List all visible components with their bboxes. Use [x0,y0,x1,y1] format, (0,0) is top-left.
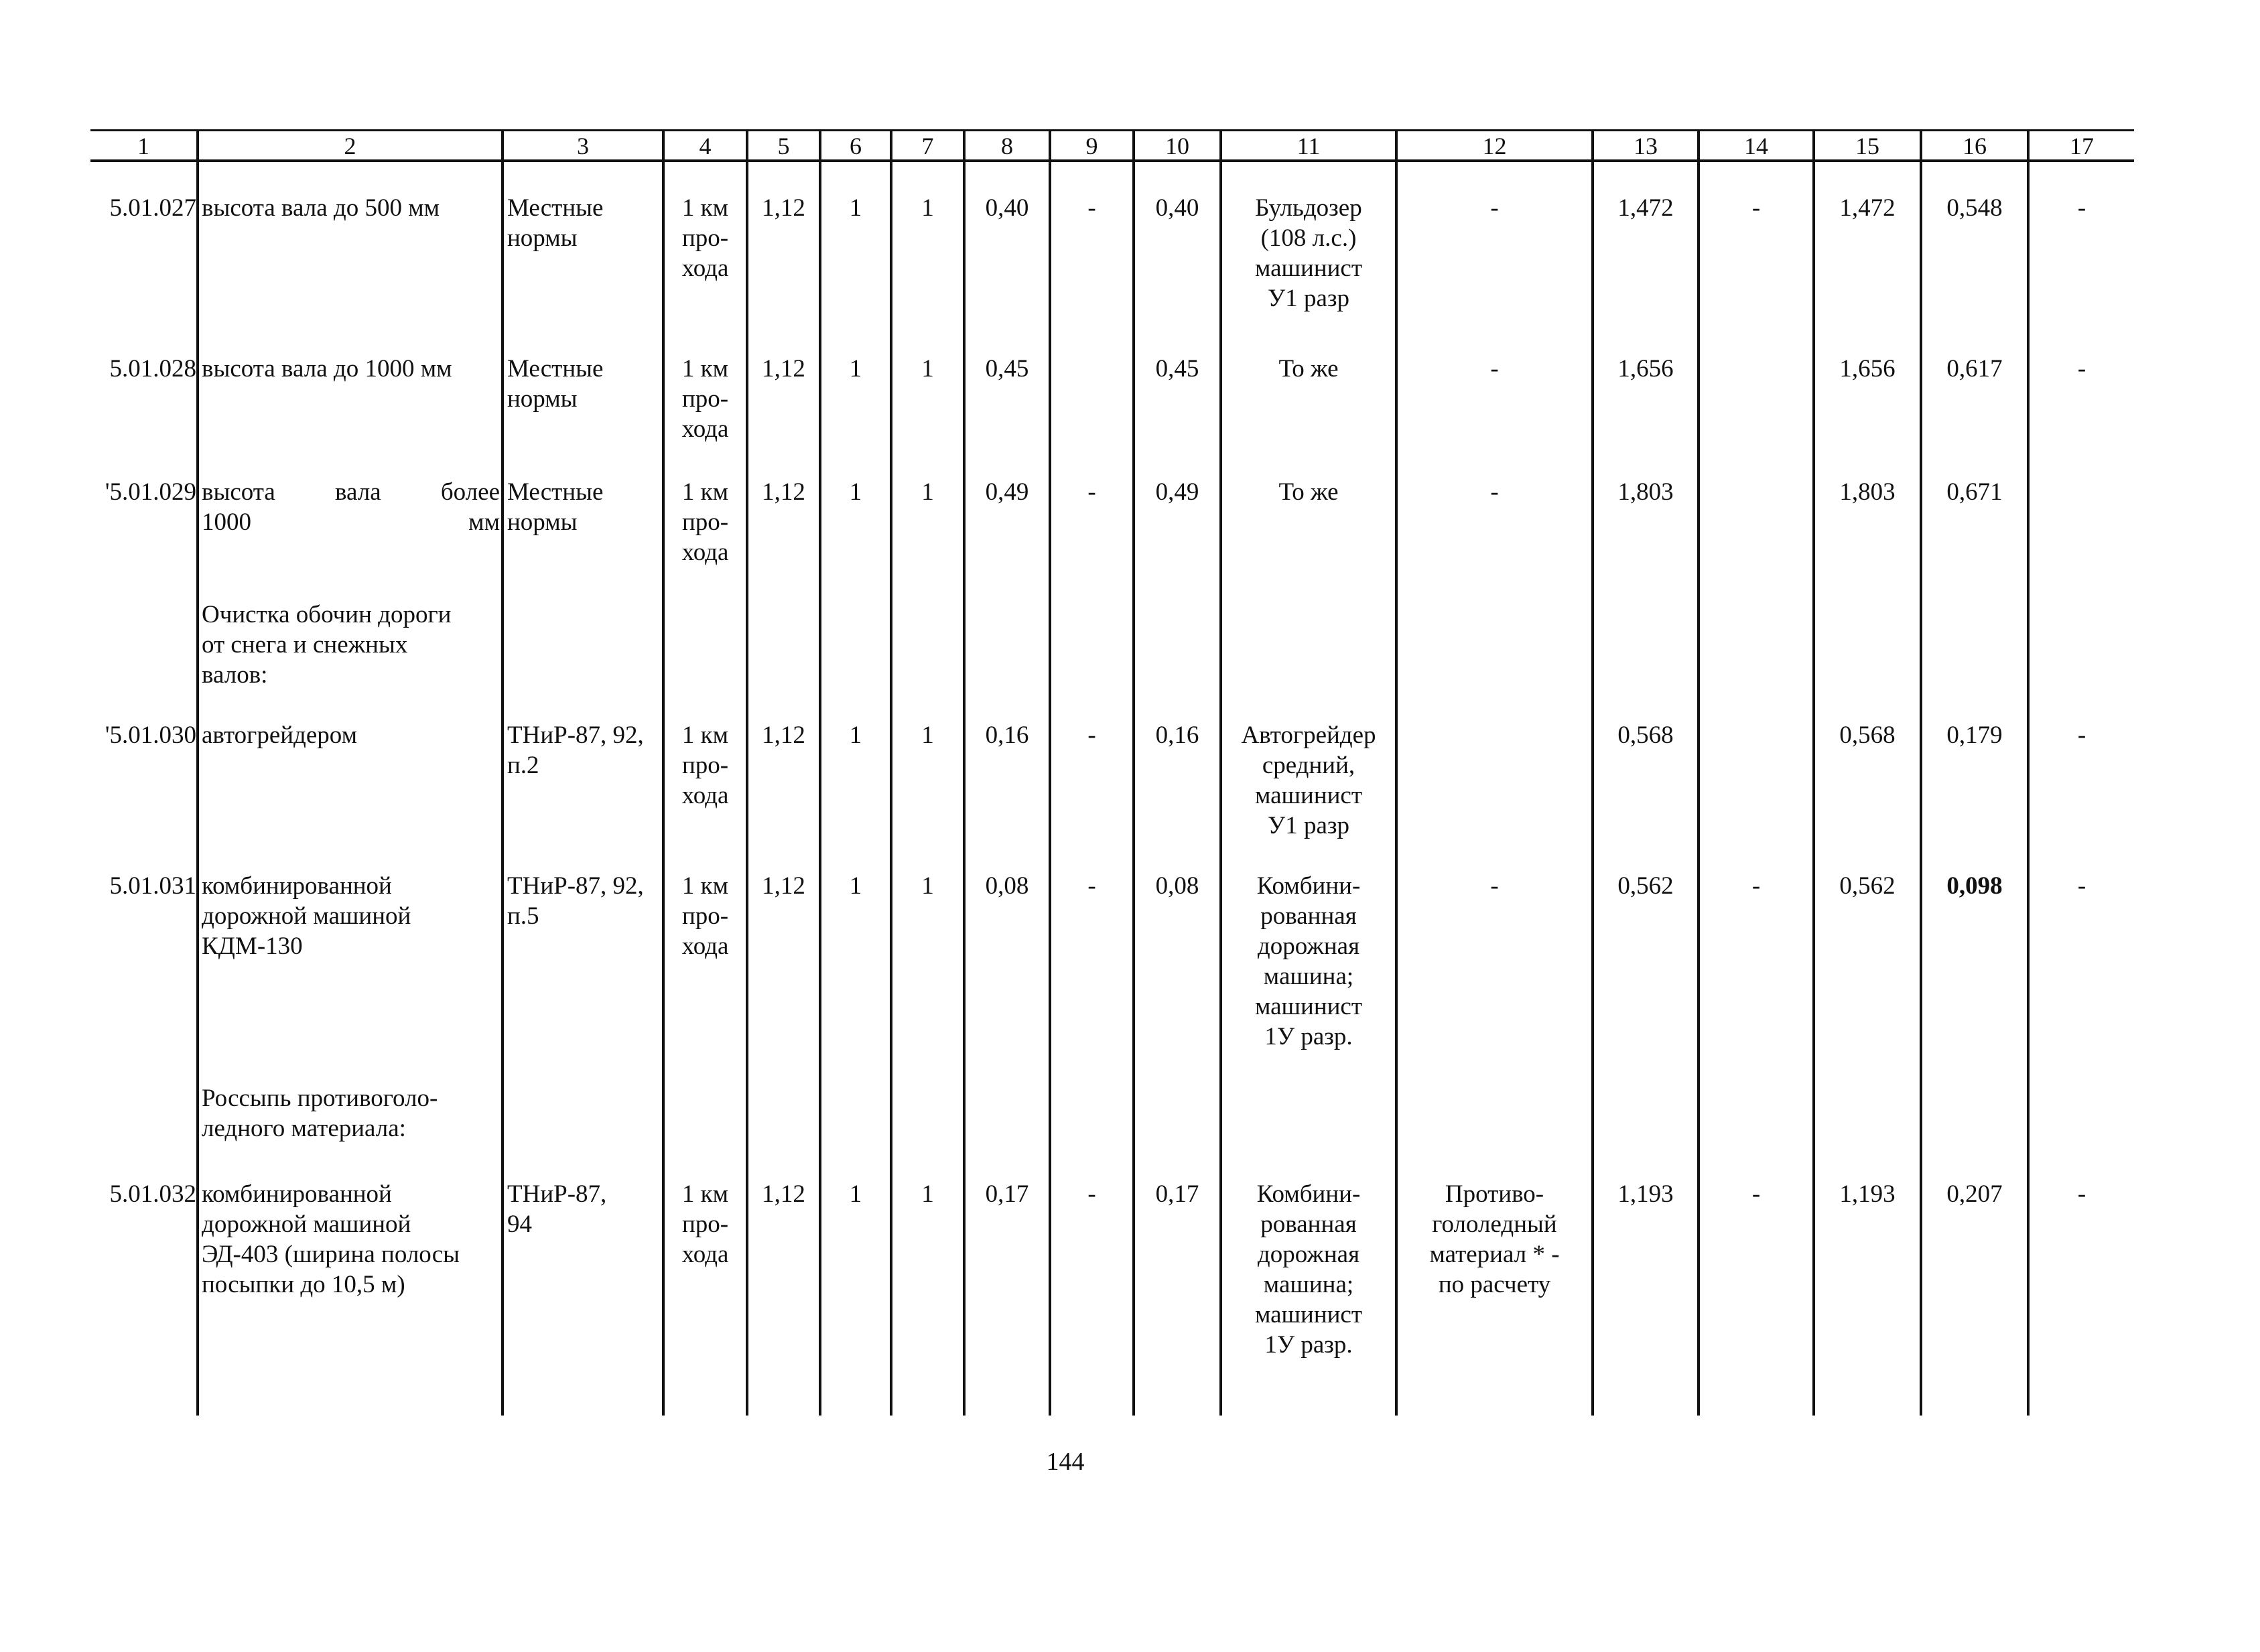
header-cell: 1 [137,133,149,159]
row-c12: Противо- гололедный материал * - по расчету [1429,1180,1560,1298]
row-c9: - [1087,478,1096,506]
row-code: 5.01.032 [109,1180,196,1208]
row-c15: 1,193 [1839,1180,1896,1208]
header-cell: 5 [777,133,790,159]
row-c7: 1 [921,1180,934,1208]
row-c10: 0,45 [1155,355,1199,383]
row-c8: 0,08 [985,872,1029,900]
col-sep [1132,129,1135,1416]
header-cell: 15 [1855,133,1879,159]
col-sep [1049,129,1051,1416]
header-cell: 4 [699,133,712,159]
col-sep [963,129,966,1416]
row-c5: 1,12 [762,721,805,749]
header-cell: 9 [1085,133,1098,159]
row-c13: 0,562 [1617,872,1674,900]
row-c5: 1,12 [762,355,805,383]
row-c9: - [1087,194,1096,222]
section-heading: Россыпь противоголо- ледного материала: [202,1085,438,1142]
row-c17: - [2077,1180,2086,1208]
col-sep [746,129,748,1416]
row-c5: 1,12 [762,872,805,900]
row-code: 5.01.027 [109,194,196,222]
header-cell: 12 [1482,133,1507,159]
row-c9: - [1087,721,1096,749]
row-c17: - [2077,721,2086,749]
row-machine: Автогрейдер средний, машинист У1 разр [1241,721,1376,839]
row-c10: 0,08 [1155,872,1199,900]
row-c15: 1,803 [1839,478,1896,506]
row-c13: 1,803 [1617,478,1674,506]
section-heading: Очистка обочин дороги от снега и снежных валов: [202,601,452,689]
col-sep [1591,129,1594,1416]
row-c15: 0,568 [1839,721,1896,749]
row-c5: 1,12 [762,1180,805,1208]
row-machine: Комбини- рованная дорожная машина; машинист 1У разр. [1254,1180,1363,1359]
row-c12: - [1490,478,1499,506]
header-cell: 16 [1963,133,1987,159]
row-c16: 0,671 [1946,478,2003,506]
row-c8: 0,40 [985,194,1029,222]
header-cell: 14 [1744,133,1768,159]
row-c16: 0,548 [1946,194,2003,222]
row-source: ТНиР-87, 92, п.5 [507,872,644,930]
row-source: ТНиР-87, 94 [507,1180,607,1238]
row-c5: 1,12 [762,478,805,506]
row-c6: 1 [849,1180,862,1208]
row-c6: 1 [849,355,862,383]
row-c8: 0,17 [985,1180,1029,1208]
row-c10: 0,16 [1155,721,1199,749]
row-unit: 1 км про- хода [681,355,729,443]
row-c14: - [1751,1180,1761,1208]
row-source: Местные нормы [507,478,604,536]
row-machine: То же [1278,478,1339,506]
row-c15: 0,562 [1839,872,1896,900]
row-code: '5.01.029 [105,478,196,506]
header-cell: 13 [1634,133,1658,159]
row-c14: - [1751,194,1761,222]
row-c9: - [1087,1180,1096,1208]
row-c10: 0,40 [1155,194,1199,222]
col-sep [1920,129,1922,1416]
row-code: 5.01.028 [109,355,196,383]
header-cell: 2 [344,133,356,159]
row-source: Местные нормы [507,355,604,413]
row-c7: 1 [921,872,934,900]
row-c6: 1 [849,194,862,222]
row-name: высота вала до 1000 мм [202,355,452,383]
row-c12: - [1490,872,1499,900]
row-name: комбинированной дорожной машиной КДМ-130 [202,872,411,960]
col-sep [196,129,199,1416]
row-machine: Бульдозер (108 л.с.) машинист У1 разр [1254,194,1363,312]
row-c10: 0,49 [1155,478,1199,506]
row-c16: 0,207 [1946,1180,2003,1208]
col-sep [890,129,892,1416]
row-machine: Комбини- рованная дорожная машина; машинист 1У разр. [1254,872,1363,1050]
row-c17: - [2077,872,2086,900]
row-name: высота вала до 500 мм [202,194,440,222]
row-c12: - [1490,194,1499,222]
row-source: Местные нормы [507,194,604,252]
row-code: 5.01.031 [109,872,196,900]
header-cell: 7 [921,133,934,159]
row-c15: 1,656 [1839,355,1896,383]
row-c16: 0,617 [1946,355,2003,383]
row-unit: 1 км про- хода [681,478,729,566]
row-machine: То же [1278,355,1339,383]
header-cell: 6 [850,133,862,159]
col-sep [1812,129,1815,1416]
row-name: комбинированной дорожной машиной ЭД-403 (ширина полосы посыпки до 10,5 м) [202,1180,460,1298]
row-c6: 1 [849,872,862,900]
row-c16: 0,098 [1946,872,2003,900]
row-c5: 1,12 [762,194,805,222]
header-cell: 10 [1165,133,1189,159]
row-c15: 1,472 [1839,194,1896,222]
row-c9: - [1087,872,1096,900]
row-unit: 1 км про- хода [681,1180,729,1268]
row-c17: - [2077,194,2086,222]
col-sep [501,129,504,1416]
row-unit: 1 км про- хода [681,194,729,282]
row-c8: 0,45 [985,355,1029,383]
row-code: '5.01.030 [105,721,196,749]
row-c16: 0,179 [1946,721,2003,749]
row-c13: 0,568 [1617,721,1674,749]
header-top-rule [90,129,2134,131]
row-c7: 1 [921,478,934,506]
header-cell: 11 [1297,133,1321,159]
row-unit: 1 км про- хода [681,721,729,809]
header-bottom-rule [90,159,2134,162]
row-c13: 1,193 [1617,1180,1674,1208]
row-name: высота вала более 1000 мм [202,478,500,536]
row-c13: 1,656 [1617,355,1674,383]
row-c8: 0,49 [985,478,1029,506]
row-c6: 1 [849,721,862,749]
col-sep [819,129,821,1416]
col-sep [1697,129,1700,1416]
row-c17: - [2077,355,2086,383]
row-c6: 1 [849,478,862,506]
header-cell: 3 [577,133,589,159]
row-c14: - [1751,872,1761,900]
row-unit: 1 км про- хода [681,872,729,960]
row-c7: 1 [921,355,934,383]
header-cell: 17 [2070,133,2094,159]
row-c7: 1 [921,194,934,222]
row-c10: 0,17 [1155,1180,1199,1208]
row-c13: 1,472 [1617,194,1674,222]
header-cell: 8 [1001,133,1013,159]
row-name: автогрейдером [202,721,358,749]
col-sep [2027,129,2030,1416]
row-c7: 1 [921,721,934,749]
row-c8: 0,16 [985,721,1029,749]
page-number: 144 [1046,1448,1085,1476]
row-c12: - [1490,355,1499,383]
row-source: ТНиР-87, 92, п.2 [507,721,644,779]
